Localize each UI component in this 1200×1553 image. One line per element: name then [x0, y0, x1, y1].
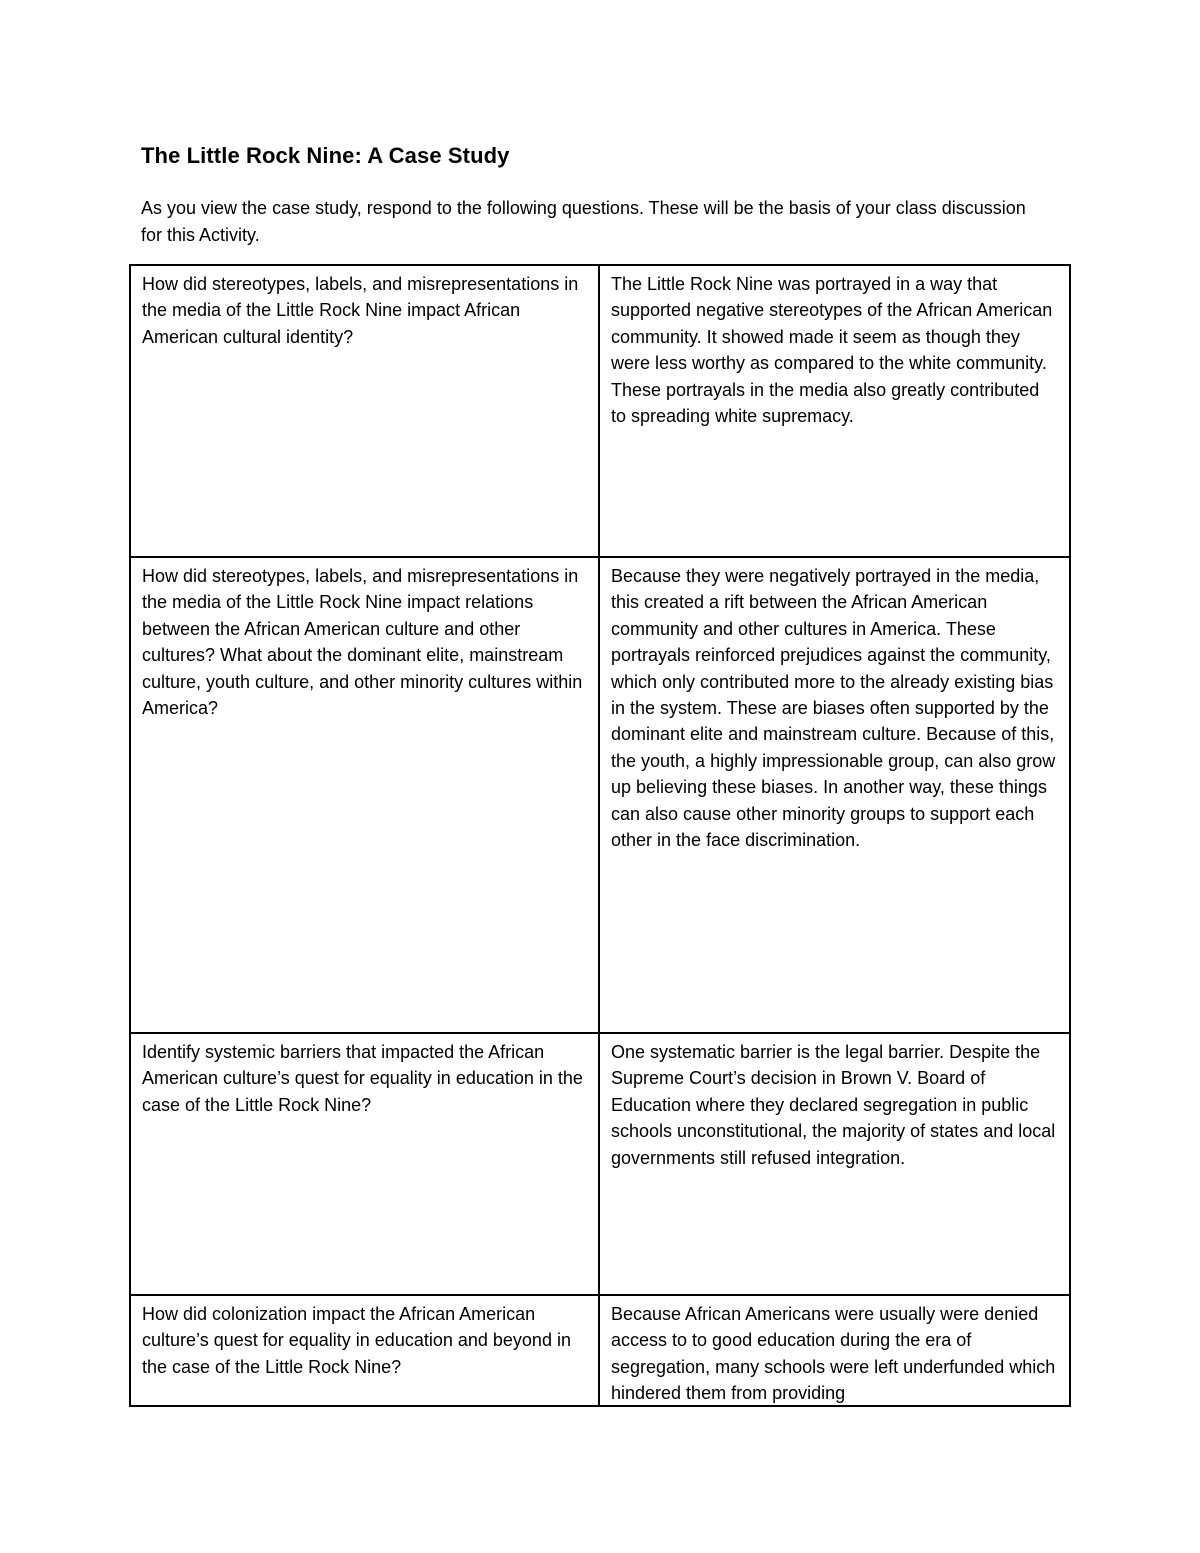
- answer-cell: [599, 1295, 1070, 1406]
- answer-cell: [599, 1033, 1070, 1295]
- question-cell: [130, 557, 599, 1033]
- page-title: The Little Rock Nine: A Case Study: [141, 143, 510, 168]
- answer-text: The Little Rock Nine was portrayed in a way that supported negative stereotypes of the African American community. It showed made it seem as though they were less worthy as compared to the white community. These portrayals in the media also greatly contributed to spreading white supremacy.: [611, 274, 1053, 427]
- question-text: How did stereotypes, labels, and misrepresentations in the media of the Little Rock Nine impact relations between the African American culture and other cultures? What about the dominant elite, mainstream culture, youth culture, and other minority cultures within America?: [142, 566, 583, 719]
- question-cell: [130, 1295, 599, 1406]
- intro-paragraph: As you view the case study, respond to the following questions. These will be the basis of your class discussion for this Activity.: [141, 198, 1026, 245]
- answer-text: One systematic barrier is the legal barrier. Despite the Supreme Court’s decision in Brown V. Board of Education where they declared segregation in public schools unconstitutional, the majority of states and local governments still refused integration.: [611, 1042, 1056, 1168]
- answer-cell: [599, 265, 1070, 557]
- question-text: How did stereotypes, labels, and misrepresentations in the media of the Little Rock Nine impact African American cultural identity?: [142, 274, 579, 347]
- table-row: [130, 265, 1070, 557]
- answer-cell: [599, 557, 1070, 1033]
- table-row: [130, 1295, 1070, 1406]
- answer-text: Because African Americans were usually were denied access to to good education during the era of segregation, many schools were left underfunded which hindered them from providing: [611, 1304, 1056, 1404]
- table-row: [130, 1033, 1070, 1295]
- question-text: How did colonization impact the African American culture’s quest for equality in education and beyond in the case of the Little Rock Nine?: [142, 1304, 571, 1377]
- question-cell: [130, 265, 599, 557]
- table-row: [130, 557, 1070, 1033]
- question-text: Identify systemic barriers that impacted the African American culture’s quest for equality in education in the case of the Little Rock Nine?: [142, 1042, 583, 1115]
- question-cell: [130, 1033, 599, 1295]
- answer-text: Because they were negatively portrayed in the media, this created a rift between the African American community and other cultures in America. These portrayals reinforced prejudices against the community, which only contributed more to the already existing bias in the system. These are biases often supported by the dominant elite and mainstream culture. Because of this, the youth, a highly impressionable group, can also grow up believing these biases. In another way, these things can also cause other minority groups to support each other in the face discrimination.: [611, 566, 1056, 851]
- question-answer-table: [129, 264, 1071, 1407]
